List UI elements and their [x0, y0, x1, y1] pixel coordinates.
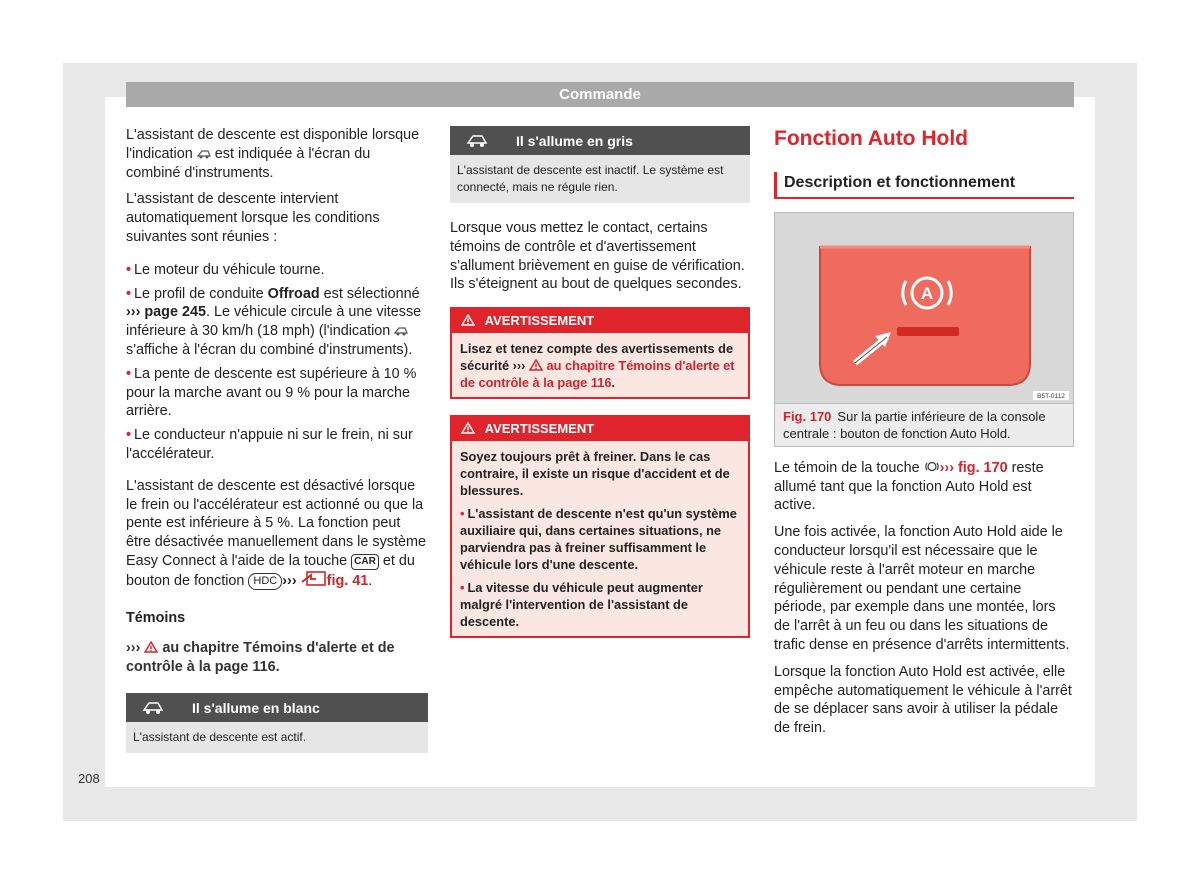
text: L'assistant de descente est désactivé lorsque le frein ou l'accélérateur est actionné ou que la pente est inférieure à 5 %. La fonction peut être désactivée manuellement dans le système Easy Connect à l'aide de la touche — [126, 477, 426, 569]
text: Soyez toujours prêt à freiner. Dans le cas contraire, il existe un risque d'accident et de blessures. — [460, 449, 730, 499]
text: La vitesse du véhicule peut augmenter malgré l'intervention de l'assistant de descente. — [460, 580, 703, 630]
list-item — [460, 579, 740, 630]
bullet-icon: • — [460, 580, 465, 596]
ref-arrows: ››› — [126, 640, 141, 657]
column-right — [774, 126, 1074, 746]
list-item — [126, 426, 428, 464]
text: Le témoin de la touche — [774, 459, 920, 476]
descent-assist-icon — [394, 325, 408, 336]
white-indicator-text: L'assistant de descente est actif. — [126, 722, 428, 753]
hdc-key: HDC — [248, 573, 282, 590]
descent-assist-icon — [142, 699, 164, 715]
bullet-icon: • — [126, 427, 132, 444]
warning-icon — [461, 314, 475, 326]
page-number: 208 — [78, 771, 100, 786]
profile-name: Offroad — [267, 285, 320, 302]
figure-link[interactable]: ››› fig. 170 — [939, 459, 1008, 476]
page-link[interactable]: ››› page 245 — [126, 304, 206, 321]
warning-icon — [144, 641, 158, 653]
text: . Le véhicule circule à une vitesse inférieure à 30 km/h (18 mph) (l'indication — [126, 304, 422, 340]
text: et du bouton de fonction — [126, 552, 415, 589]
text: Lisez et tenez compte des avertissements de sécurité ››› — [460, 341, 734, 374]
text: Il s'allume en blanc — [192, 699, 320, 716]
white-indicator-bar — [126, 693, 428, 722]
figure-label: Fig. 170 — [783, 408, 832, 424]
text: est sélectionné — [319, 285, 420, 302]
figure-ref-icon — [301, 571, 327, 587]
auto-hold-icon — [924, 460, 940, 473]
chapter-link[interactable]: au chapitre Témoins d'alerte et de contrôle à la page 116 — [460, 358, 735, 391]
warning-icon — [529, 359, 543, 371]
descent-assist-icon — [466, 132, 488, 148]
paragraph-ignition: Lorsque vous mettez le contact, certains témoins de contrôle et d'avertissement s'allument brièvement en guise de vérification. Ils s'éteignent au bout de quelques secondes. — [450, 220, 745, 293]
warning-box — [450, 307, 750, 399]
temoins-heading: Témoins — [126, 609, 186, 626]
paragraph-conditions: L'assistant de descente intervient automatiquement lorsque les conditions suivantes sont réunies : — [126, 191, 380, 245]
paragraph-function: Une fois activée, la fonction Auto Hold aide le conducteur lorsqu'il est nécessaire que le véhicule reste à l'arrêt moteur en marche régulièrement ou pendant une certaine période, par exemple dans une montée, lors de l'arrêt à un feu ou dans les situations de trafic dense en présence d'arrêts intermittents. — [774, 524, 1070, 653]
descent-assist-icon — [197, 148, 211, 159]
text: Le moteur du véhicule tourne. — [134, 261, 325, 278]
bullet-icon: • — [126, 365, 132, 382]
paragraph-deactivation — [126, 477, 428, 591]
auto-hold-symbol-text: A — [920, 283, 934, 303]
text: AVERTISSEMENT — [484, 313, 595, 329]
text: reste allumé tant que la fonction Auto Hold est active. — [774, 459, 1044, 514]
text: Description et fonctionnement — [784, 174, 1016, 191]
gray-indicator-bar — [450, 126, 750, 155]
auto-hold-drawing — [775, 213, 1073, 403]
list-item — [126, 261, 428, 280]
warning-icon — [461, 422, 475, 434]
text: Sur la partie inférieure de la console centrale : bouton de fonction Auto Hold. — [783, 408, 1046, 441]
warning-box — [450, 415, 750, 638]
text: est indiquée à l'écran du combiné d'instruments. — [126, 145, 371, 181]
text: L'assistant de descente n'est qu'un système auxiliaire qui, dans certaines situations, ne parviendra pas à freiner suffisamment le véhicule lors d'une descente. — [460, 506, 737, 573]
bullet-icon: • — [460, 506, 465, 522]
warning-header — [452, 417, 748, 441]
text: Le conducteur n'appuie ni sur le frein, ni sur l'accélérateur. — [126, 427, 413, 462]
bullet-icon: • — [126, 285, 132, 302]
text: La pente de descente est supérieure à 10 % pour la marche avant ou 9 % pour la marche arrière. — [126, 365, 417, 420]
warning-header — [452, 309, 748, 333]
text: s'affiche à l'écran du combiné d'instruments). — [126, 341, 413, 358]
text: au chapitre Témoins d'alerte et de contrôle à la page 116 — [126, 640, 395, 676]
temoins-reference[interactable] — [126, 639, 428, 677]
list-item — [126, 285, 428, 360]
subsection-heading — [774, 172, 1074, 199]
warning-body — [452, 441, 748, 636]
text: . — [611, 375, 616, 391]
ref-arrows: ››› — [282, 572, 297, 589]
section-title: Fonction Auto Hold — [774, 127, 969, 150]
paragraph-indicator — [774, 459, 1074, 515]
figure-170 — [774, 212, 1074, 447]
figure-link[interactable]: fig. 41 — [326, 572, 369, 589]
column-middle — [450, 126, 750, 638]
section-header: Commande — [126, 82, 1074, 107]
text: Il s'allume en gris — [516, 133, 633, 149]
warning-body — [452, 333, 748, 397]
auto-hold-button-illustration — [775, 213, 1073, 403]
gray-indicator-text: L'assistant de descente est inactif. Le système est connecté, mais ne régule rien. — [450, 155, 750, 203]
paragraph-activated: Lorsque la fonction Auto Hold est activée, elle empêche automatiquement le véhicule à l'arrêt de se déplacer sans avoir à utiliser la pédale de frein. — [774, 663, 1072, 737]
column-left — [126, 126, 428, 753]
list-item — [126, 365, 428, 421]
figure-caption — [775, 403, 1073, 446]
text: AVERTISSEMENT — [484, 421, 595, 437]
text: Le profil de conduite — [134, 285, 268, 302]
car-key: CAR — [351, 554, 379, 570]
text: . — [368, 572, 373, 589]
bullet-icon: • — [126, 261, 132, 278]
list-item — [460, 505, 740, 573]
text: . — [275, 659, 280, 676]
text: L'assistant de descente est disponible lorsque l'indication — [126, 127, 420, 162]
figure-code: B5T-0112 — [1037, 392, 1065, 400]
paragraph-availability — [126, 126, 428, 182]
